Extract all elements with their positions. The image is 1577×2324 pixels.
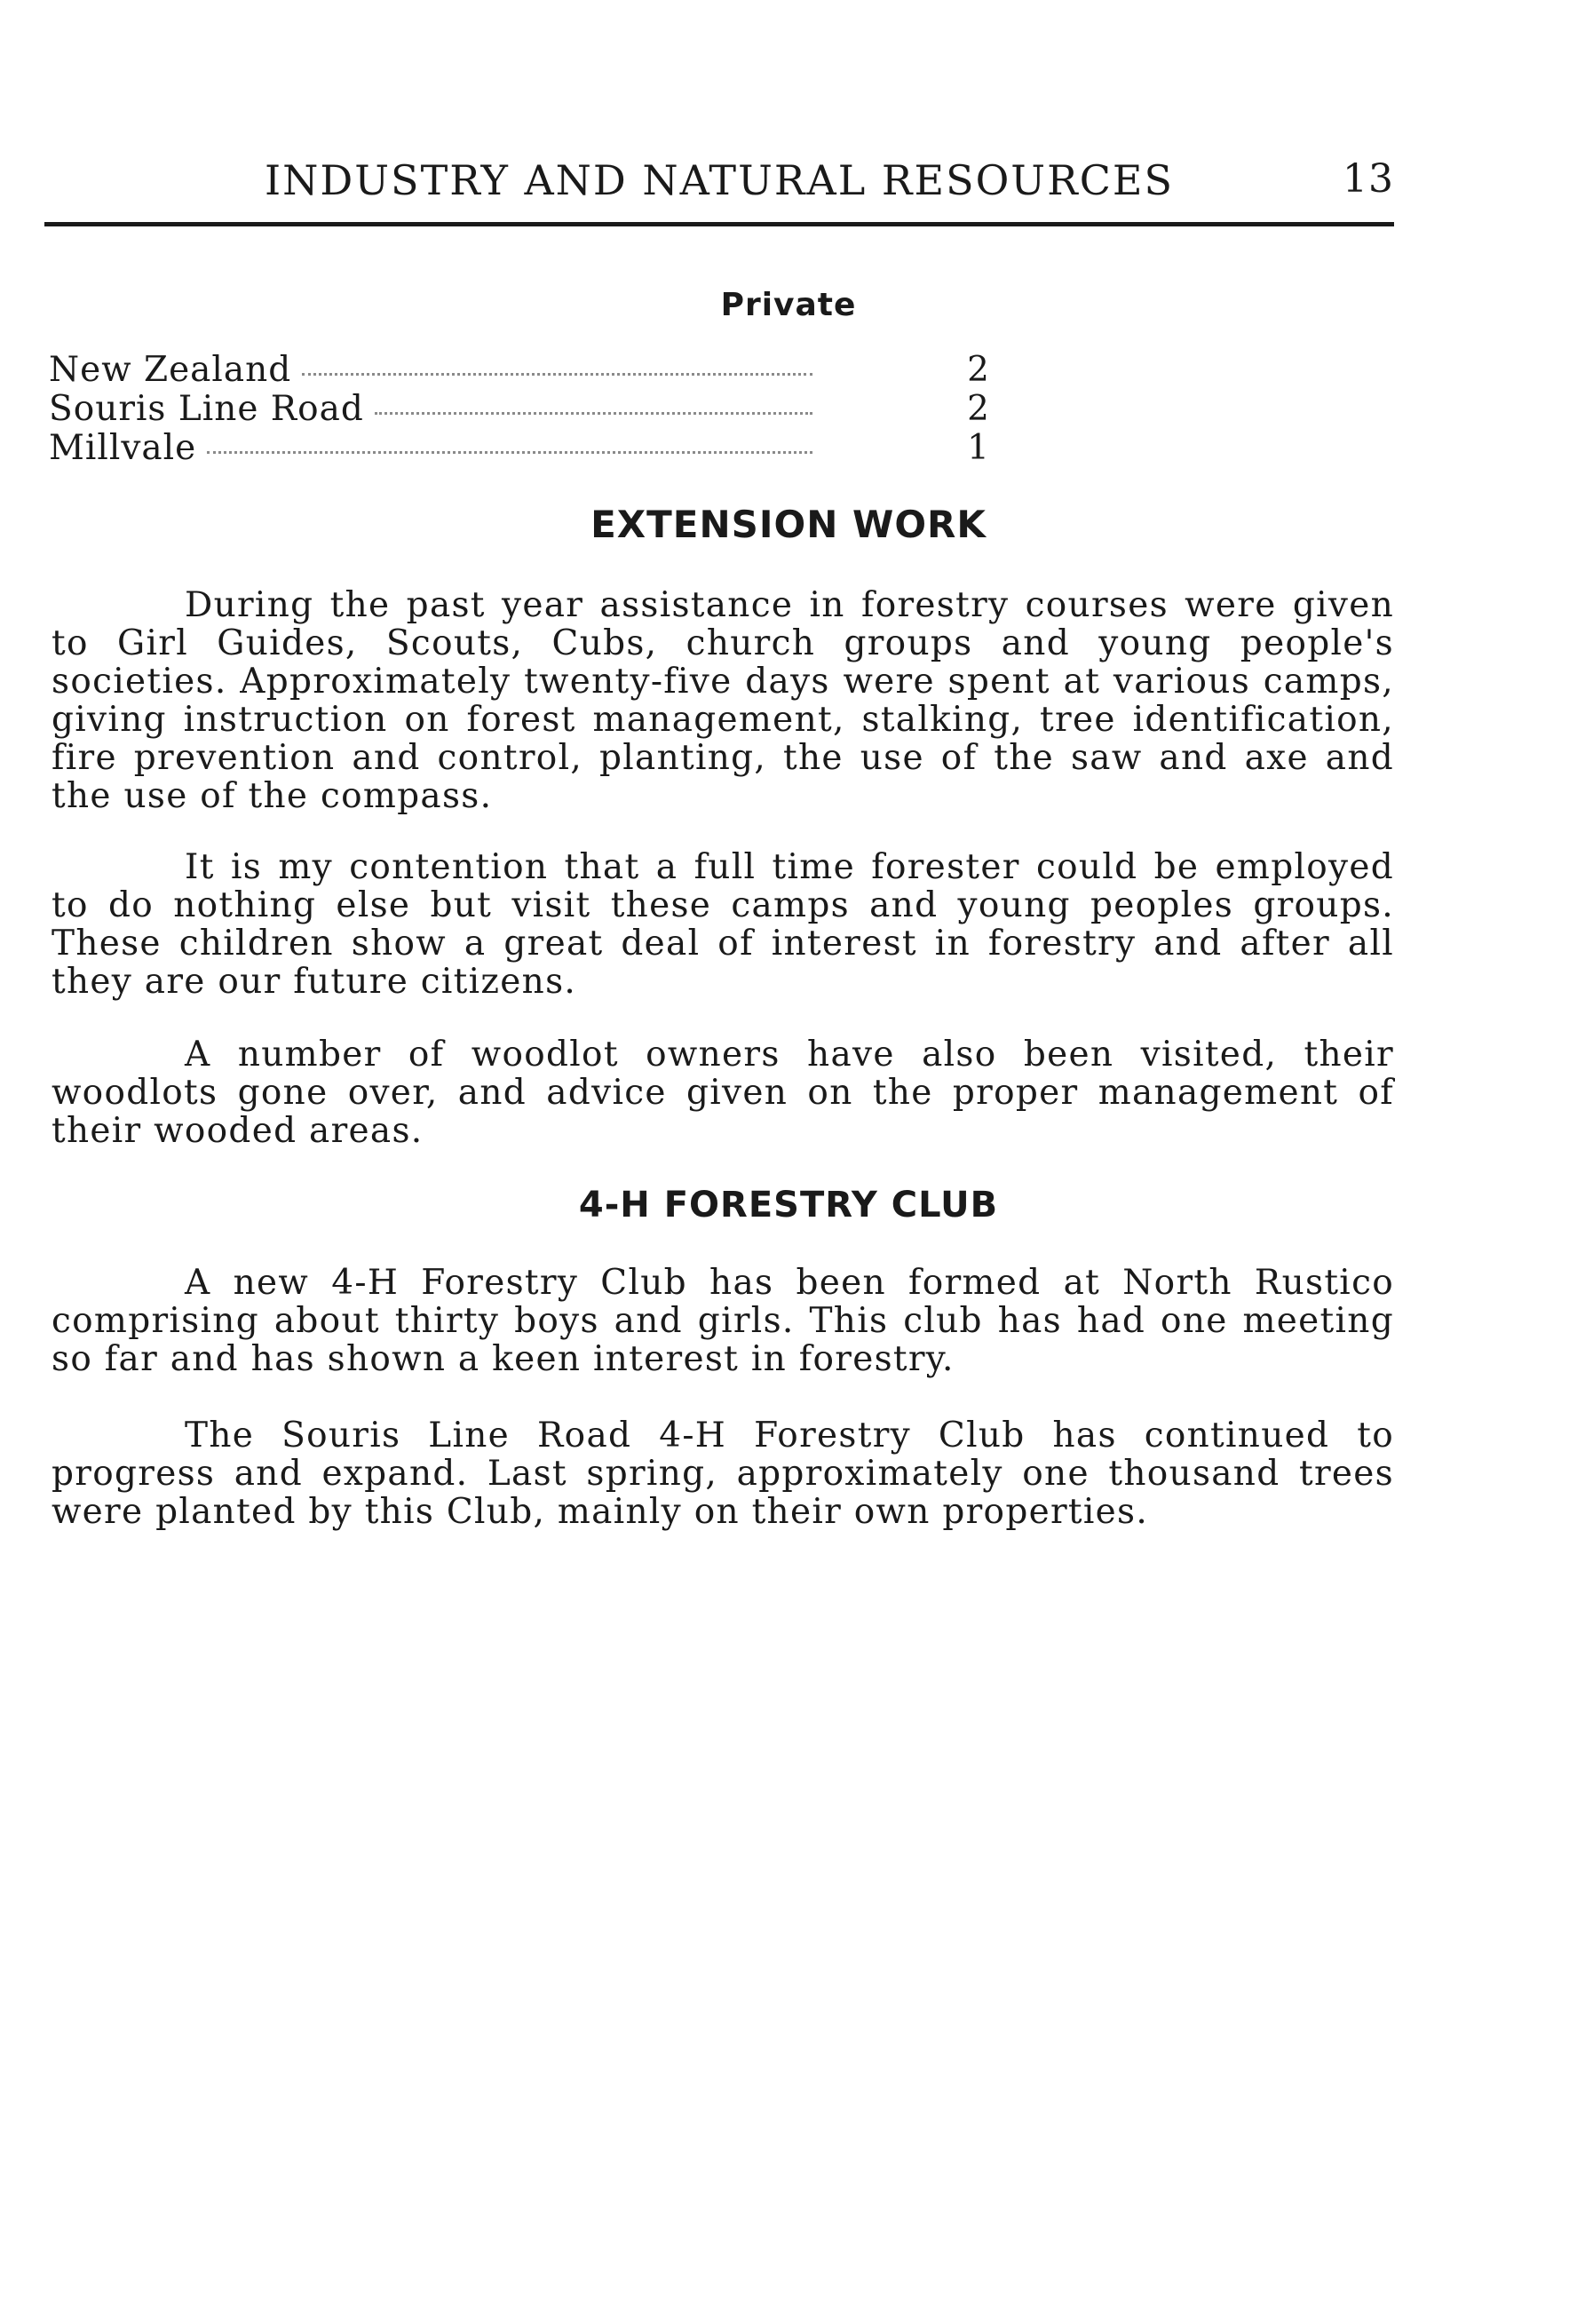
private-list xyxy=(49,350,990,467)
dot-leader xyxy=(375,412,812,415)
list-item-count: 2 xyxy=(967,350,990,390)
dot-leader xyxy=(207,451,812,454)
club-paragraph: A new 4-H Forestry Club has been formed at North Rustico comprising about thirty boys and girls. This club has had one meeting so far and has shown a keen interest in forestry. xyxy=(52,1263,1394,1379)
forestry-club-heading: 4-H FORESTRY CLUB xyxy=(578,1185,999,1225)
extension-paragraph: A number of woodlot owners have also been visited, their woodlots gone over, and advice given on the proper management of their wooded areas. xyxy=(52,1035,1394,1151)
list-item xyxy=(49,389,990,428)
extension-paragraph: It is my contention that a full time forester could be employed to do nothing else but visit these camps and young peoples groups. These children show a great deal of interest in forestry and after all they are our future citizens. xyxy=(52,847,1394,1002)
list-item-count: 2 xyxy=(967,389,990,429)
list-item-count: 1 xyxy=(967,428,990,468)
page-number: 13 xyxy=(1343,156,1394,202)
list-item-name: Millvale xyxy=(49,428,197,468)
list-item-name: New Zealand xyxy=(49,350,292,390)
private-heading: Private xyxy=(720,287,857,323)
list-item xyxy=(49,350,990,389)
header-rule xyxy=(44,222,1394,226)
running-title: INDUSTRY AND NATURAL RESOURCES xyxy=(264,156,1174,204)
list-item-name: Souris Line Road xyxy=(49,389,364,429)
club-paragraph: The Souris Line Road 4-H Forestry Club has continued to progress and expand. Last spring, approximately one thousand trees were planted by this Club, mainly on their own properties. xyxy=(52,1416,1394,1532)
extension-paragraph: During the past year assistance in forestry courses were given to Girl Guides, Scouts, Cubs, church groups and young people's societies. Approximately twenty-five days were spent at various camps, giving instruction on forest management, stalking, tree identification, fire prevention and control, planting, the use of the saw and axe and the use of the compass. xyxy=(52,585,1394,816)
list-item xyxy=(49,428,990,467)
extension-work-heading: EXTENSION WORK xyxy=(590,503,987,546)
dot-leader xyxy=(302,373,812,376)
